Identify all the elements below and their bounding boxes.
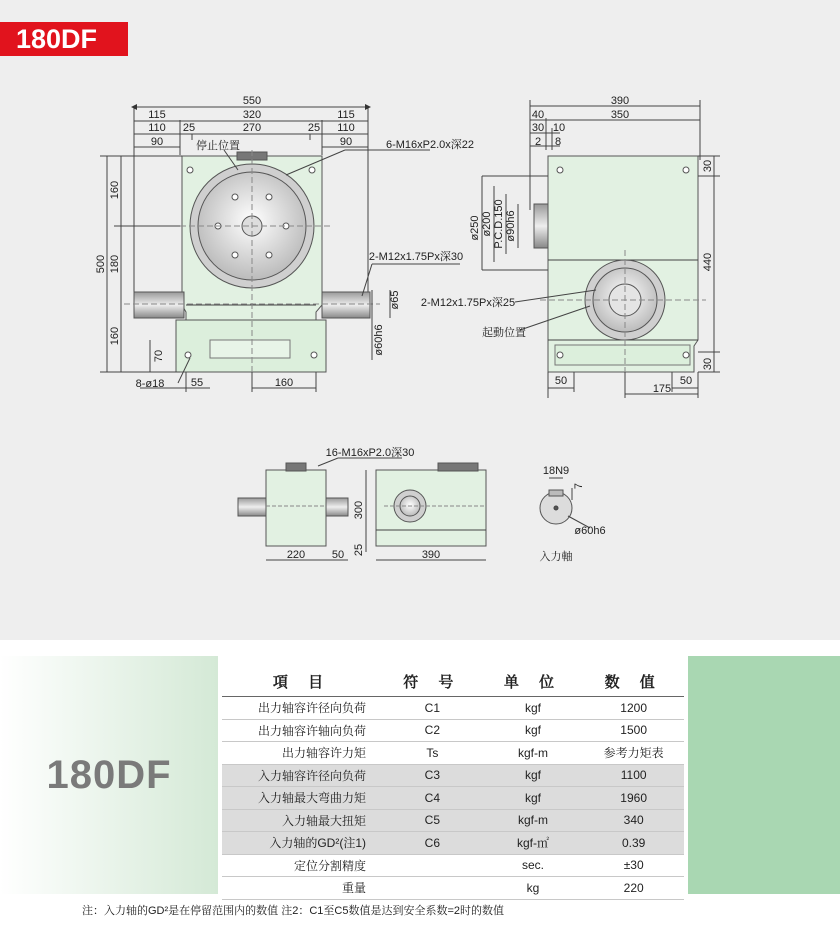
side-dim-50-right: 50 bbox=[679, 375, 693, 387]
side-dim-40: 40 bbox=[531, 109, 545, 121]
table-row bbox=[222, 854, 684, 877]
dim-65: ø65 bbox=[389, 290, 401, 310]
row-unit: kgf-m bbox=[483, 742, 584, 765]
row-item: 重量 bbox=[222, 877, 382, 900]
dim-60h6: ø60h6 bbox=[373, 324, 385, 356]
left-gradient-panel bbox=[0, 656, 218, 894]
small-dim-25: 25 bbox=[353, 543, 365, 557]
side-dim-90h6: ø90h6 bbox=[505, 210, 517, 242]
row-symbol: C6 bbox=[382, 832, 483, 855]
row-item: 入力轴最大弯曲力矩 bbox=[222, 787, 382, 810]
dim-55: 55 bbox=[190, 377, 204, 389]
row-item: 入力轴最大扭矩 bbox=[222, 809, 382, 832]
small-dim-50: 50 bbox=[331, 549, 345, 561]
dim-115-right: 115 bbox=[337, 109, 355, 121]
row-unit: kgf-m bbox=[483, 809, 584, 832]
table-row bbox=[222, 832, 684, 855]
row-value: 1200 bbox=[583, 697, 684, 720]
side-bolt-label: 2-M12x1.75Px深25 bbox=[420, 297, 516, 309]
row-item: 出力轴容许轴向负荷 bbox=[222, 719, 382, 742]
row-symbol: Ts bbox=[382, 742, 483, 765]
row-unit: kg bbox=[483, 877, 584, 900]
table-header-row bbox=[222, 666, 684, 697]
dim-115-left: 115 bbox=[148, 109, 166, 121]
row-value: 0.39 bbox=[583, 832, 684, 855]
row-unit: kgf bbox=[483, 787, 584, 810]
row-unit: kgf bbox=[483, 764, 584, 787]
row-unit: sec. bbox=[483, 854, 584, 877]
bolt-shaft-label: 2-M12x1.75Px深30 bbox=[368, 251, 464, 263]
row-value: 1500 bbox=[583, 719, 684, 742]
dim-25-left: 25 bbox=[182, 122, 196, 134]
dim-90-right: 90 bbox=[339, 136, 353, 148]
table-row bbox=[222, 764, 684, 787]
table-row bbox=[222, 719, 684, 742]
side-view bbox=[482, 100, 720, 398]
holes-label: 8-ø18 bbox=[135, 378, 165, 390]
row-symbol: C3 bbox=[382, 764, 483, 787]
small-dim-390: 390 bbox=[421, 549, 441, 561]
row-value: 1960 bbox=[583, 787, 684, 810]
side-dim-440: 440 bbox=[702, 252, 714, 272]
right-green-panel bbox=[688, 656, 840, 894]
row-value: 1100 bbox=[583, 764, 684, 787]
row-value: 340 bbox=[583, 809, 684, 832]
side-dim-2: 2 bbox=[534, 136, 542, 148]
side-dim-50-left: 50 bbox=[554, 375, 568, 387]
start-position-label: 起動位置 bbox=[482, 327, 526, 339]
dim-90-left: 90 bbox=[150, 136, 164, 148]
side-dim-250: ø250 bbox=[469, 215, 481, 241]
row-symbol: C1 bbox=[382, 697, 483, 720]
dim-110-left: 110 bbox=[148, 122, 166, 134]
small-views bbox=[238, 458, 590, 560]
row-item: 入力轴容许径向负荷 bbox=[222, 764, 382, 787]
spec-table bbox=[222, 666, 684, 900]
header-unit: 单 位 bbox=[503, 673, 563, 691]
small-dim-300: 300 bbox=[353, 500, 365, 520]
key-label: 18N9 bbox=[542, 465, 570, 477]
dim-500: 500 bbox=[95, 254, 107, 274]
bolt-top-label: 6-M16xP2.0x深22 bbox=[385, 139, 475, 151]
dim-160-base: 160 bbox=[274, 377, 294, 389]
side-dim-30-top: 30 bbox=[702, 159, 714, 173]
side-dim-200: ø200 bbox=[481, 211, 493, 237]
dim-550: 550 bbox=[242, 95, 262, 107]
row-unit: kgf bbox=[483, 697, 584, 720]
row-value: 参考力矩表 bbox=[583, 742, 684, 765]
row-symbol: C2 bbox=[382, 719, 483, 742]
small-dim-220: 220 bbox=[286, 549, 306, 561]
side-dim-350: 350 bbox=[610, 109, 630, 121]
row-item: 出力轴容许力矩 bbox=[222, 742, 382, 765]
spec-section bbox=[0, 656, 840, 894]
table-row bbox=[222, 787, 684, 810]
row-item: 入力轴的GD²(注1) bbox=[222, 832, 382, 855]
header-value: 数 值 bbox=[604, 673, 663, 691]
row-unit: kgf bbox=[483, 719, 584, 742]
key-dim-7: 7 bbox=[573, 482, 585, 490]
shaft-dia-label: ø60h6 bbox=[574, 525, 606, 537]
stop-position-label: 停止位置 bbox=[196, 140, 240, 152]
dim-160-top: 160 bbox=[109, 180, 121, 200]
dim-160-bottom: 160 bbox=[109, 326, 121, 346]
dim-25-right: 25 bbox=[307, 122, 321, 134]
model-label: 180DF bbox=[46, 752, 172, 797]
side-dim-175: 175 bbox=[652, 383, 672, 395]
row-symbol: C4 bbox=[382, 787, 483, 810]
table-row bbox=[222, 809, 684, 832]
row-item: 定位分割精度 bbox=[222, 854, 382, 877]
dim-110-right: 110 bbox=[337, 122, 355, 134]
side-dim-30: 30 bbox=[531, 122, 545, 134]
input-shaft-label: 入力軸 bbox=[539, 551, 573, 563]
side-dim-390: 390 bbox=[610, 95, 630, 107]
side-pcd: P.C.D.150 bbox=[493, 199, 505, 249]
row-symbol: C5 bbox=[382, 809, 483, 832]
side-dim-10: 10 bbox=[552, 122, 566, 134]
row-value: ±30 bbox=[583, 854, 684, 877]
model-title-badge: 180DF bbox=[0, 22, 128, 56]
header-symbol: 符 号 bbox=[403, 673, 462, 691]
dim-70: 70 bbox=[153, 349, 165, 363]
side-dim-30-bottom: 30 bbox=[702, 357, 714, 371]
dim-180: 180 bbox=[109, 254, 121, 274]
side-dim-8: 8 bbox=[554, 136, 562, 148]
table-row bbox=[222, 742, 684, 765]
table-row bbox=[222, 877, 684, 900]
row-unit: kgf-㎡ bbox=[483, 832, 584, 855]
dim-320: 320 bbox=[242, 109, 262, 121]
row-symbol bbox=[382, 877, 483, 900]
dim-270: 270 bbox=[242, 122, 262, 134]
row-item: 出力轴容许径向负荷 bbox=[222, 697, 382, 720]
header-item: 項 目 bbox=[272, 673, 332, 691]
row-symbol bbox=[382, 854, 483, 877]
small-bolt-label: 16-M16xP2.0深30 bbox=[325, 447, 415, 459]
row-value: 220 bbox=[583, 877, 684, 900]
footnote: 注：入力轴的GD²是在停留范围内的数值 注2：C1至C5数值是达到安全系数=2时的数值 bbox=[82, 905, 504, 917]
table-row bbox=[222, 697, 684, 720]
